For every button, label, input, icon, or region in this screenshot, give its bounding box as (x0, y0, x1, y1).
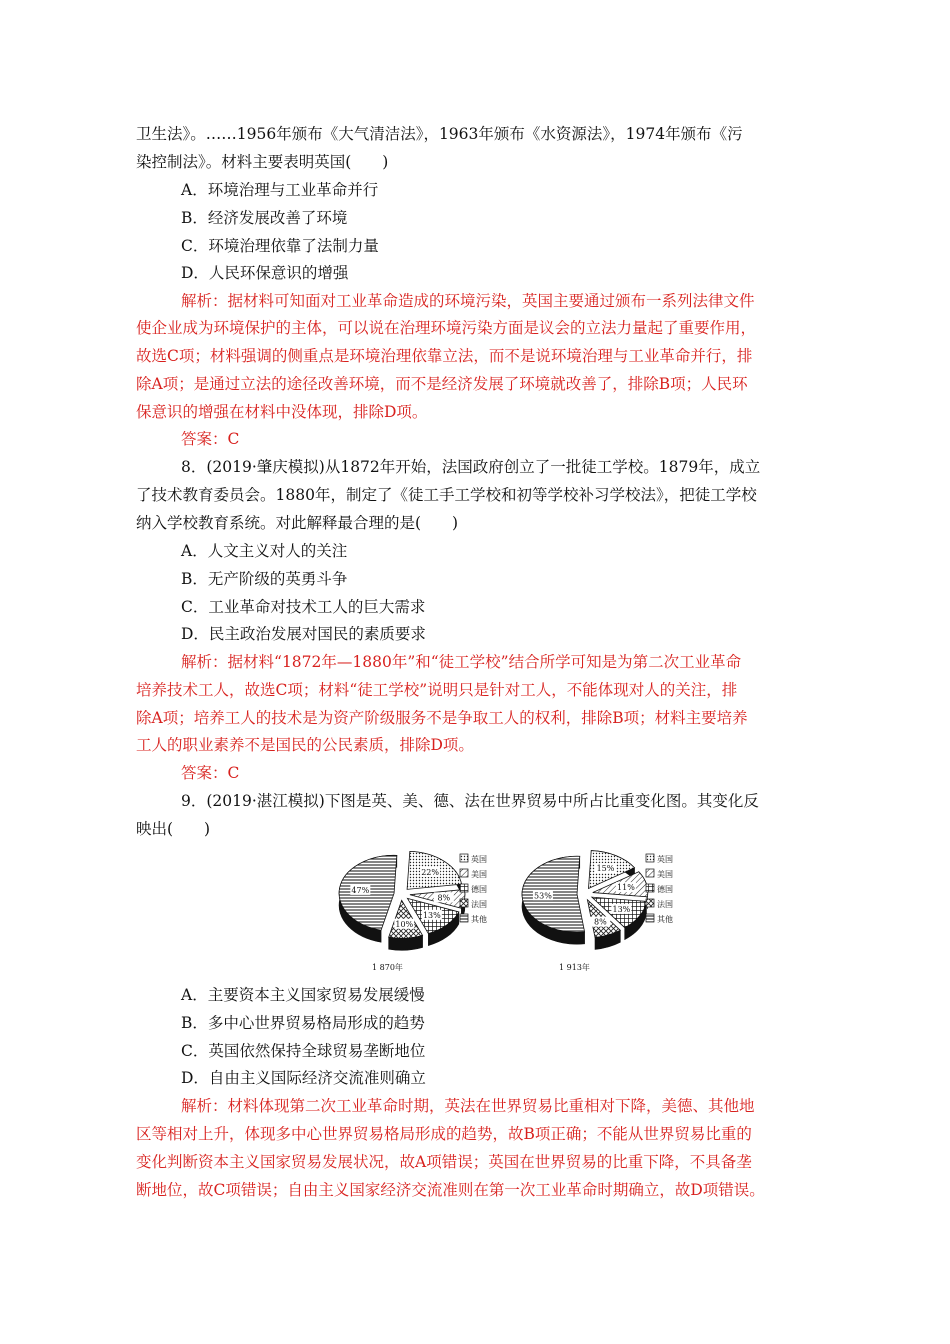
pie-chart-1870 (339, 851, 487, 972)
legend-swatch-其他 (460, 914, 468, 922)
q9-option-c: C．英国依然保持全球贸易垄断地位 (181, 1042, 426, 1060)
q8-stem-line-3: 纳入学校教育系统。对此解释最合理的是( ) (136, 514, 459, 532)
q7-analysis-line-4: 除A项；是通过立法的途径改善环境，而不是经济发展了环境就改善了，排除B项；人民环 (136, 375, 748, 393)
legend-swatch-法国 (460, 899, 468, 907)
pie-data-label: 53% (534, 891, 552, 901)
legend-label-法国: 法国 (657, 900, 673, 909)
q9-analysis-line-2: 区等相对上升，体现多中心世界贸易格局形成的趋势，故B项正确；不能从世界贸易比重的 (136, 1125, 752, 1143)
q9-option-d: D．自由主义国际经济交流准则确立 (181, 1069, 426, 1087)
q8-option-d: D．民主政治发展对国民的素质要求 (181, 625, 426, 643)
legend-swatch-其他 (646, 914, 654, 922)
q7-stem-line-1: 卫生法》。……1956年颁布《大气清洁法》，1963年颁布《水资源法》，1974年颁布《污 (136, 125, 743, 143)
q8-stem-line-1: 8．(2019·肇庆模拟)从1872年开始，法国政府创立了一批徒工学校。1879年，成立 (181, 458, 761, 476)
q9-option-b: B．多中心世界贸易格局形成的趋势 (181, 1014, 425, 1032)
q9-stem-line-1: 9．(2019·湛江模拟)下图是英、美、德、法在世界贸易中所占比重变化图。其变化反 (181, 792, 759, 810)
legend-label-法国: 法国 (471, 900, 487, 909)
q7-option-b: B．经济发展改善了环境 (181, 209, 348, 227)
trade-share-figure (316, 846, 686, 976)
legend-label-德国: 德国 (471, 885, 487, 894)
legend-label-其他: 其他 (471, 915, 487, 924)
q7-analysis-line-5: 保意识的增强在材料中没体现，排除D项。 (136, 403, 428, 421)
legend-swatch-英国 (460, 854, 468, 862)
legend-swatch-美国 (646, 869, 654, 877)
pie-year-caption: 1 870年 (372, 963, 403, 972)
q7-option-d: D．人民环保意识的增强 (181, 264, 349, 282)
legend-label-美国: 美国 (471, 870, 487, 879)
q8-option-b: B．无产阶级的英勇斗争 (181, 570, 348, 588)
pie-data-label: 8% (437, 893, 451, 903)
pie-data-label: 15% (596, 864, 615, 874)
pie-chart-1913 (522, 851, 673, 972)
q7-answer: 答案：C (181, 430, 240, 448)
legend-label-美国: 美国 (657, 870, 673, 879)
q7-analysis-line-2: 使企业成为环境保护的主体，可以说在治理环境污染方面是议会的立法力量起了重要作用， (136, 319, 757, 337)
pie-data-label: 8% (594, 917, 607, 927)
pie-year-caption: 1 913年 (559, 963, 590, 972)
legend-swatch-法国 (646, 899, 654, 907)
pie-data-label: 13% (612, 904, 631, 914)
q7-analysis-label: 解析： (181, 292, 228, 310)
q8-answer: 答案：C (181, 764, 240, 782)
q8-analysis-label: 解析： (181, 653, 228, 671)
q8-option-a: A．人文主义对人的关注 (181, 542, 348, 560)
q8-stem-line-2: 了技术教育委员会。1880年，制定了《徒工手工学校和初等学校补习学校法》，把徒工学校 (136, 486, 757, 504)
q7-option-c: C．环境治理依靠了法制力量 (181, 237, 379, 255)
legend-swatch-德国 (646, 884, 654, 892)
q9-analysis-line-3: 变化判断资本主义国家贸易发展状况，故A项错误；英国在世界贸易的比重下降，不具备垄 (136, 1153, 752, 1171)
legend-label-英国: 英国 (657, 855, 673, 864)
q8-analysis-line-2: 培养技术工人，故选C项；材料“徒工学校”说明只是针对工人，不能体现对人的关注，排 (136, 681, 738, 699)
q9-analysis-line-4: 断地位，故C项错误；自由主义国家经济交流准则在第一次工业革命时期确立，故D项错误。 (136, 1181, 765, 1199)
legend-label-其他: 其他 (657, 915, 673, 924)
q9-stem-line-2: 映出( ) (136, 820, 211, 838)
legend-swatch-德国 (460, 884, 468, 892)
q7-stem-line-2: 染控制法》。材料主要表明英国( ) (136, 153, 389, 171)
q8-analysis-text-1: 据材料“1872年—1880年”和“徒工学校”结合所学可知是为第二次工业革命 (227, 653, 742, 671)
legend-swatch-英国 (646, 854, 654, 862)
q8-analysis-line-3: 除A项；培养工人的技术是为资产阶级服务不是争取工人的权利，排除B项；材料主要培养 (136, 709, 748, 727)
q9-analysis-text-1: 材料体现第二次工业革命时期，英法在世界贸易比重相对下降，美德、其他地 (227, 1097, 755, 1115)
q8-option-c: C．工业革命对技术工人的巨大需求 (181, 598, 426, 616)
q9-analysis-label: 解析： (181, 1097, 228, 1115)
q8-analysis-line-1 (181, 652, 861, 672)
q7-analysis-line-3: 故选C项；材料强调的侧重点是环境治理依靠立法，而不是说环境治理与工业革命并行，排 (136, 347, 753, 365)
q7-analysis-text-1: 据材料可知面对工业革命造成的环境污染，英国主要通过颁布一系列法律文件 (227, 292, 755, 310)
legend-label-德国: 德国 (657, 885, 673, 894)
pie-data-label: 47% (351, 885, 370, 895)
legend-swatch-美国 (460, 869, 468, 877)
pie-charts-svg (316, 846, 686, 976)
pie-data-label: 10% (395, 919, 414, 929)
pie-data-label: 22% (421, 867, 439, 877)
q8-analysis-line-4: 工人的职业素养不是国民的公民素质，排除D项。 (136, 736, 474, 754)
pie-data-label: 13% (422, 910, 441, 920)
q9-option-a: A．主要资本主义国家贸易发展缓慢 (181, 986, 425, 1004)
pie-data-label: 11% (617, 883, 635, 893)
q7-option-a: A．环境治理与工业革命并行 (181, 181, 379, 199)
q9-analysis-line-1 (181, 1096, 861, 1116)
legend-label-英国: 英国 (471, 855, 487, 864)
q7-analysis-line-1 (181, 291, 861, 311)
